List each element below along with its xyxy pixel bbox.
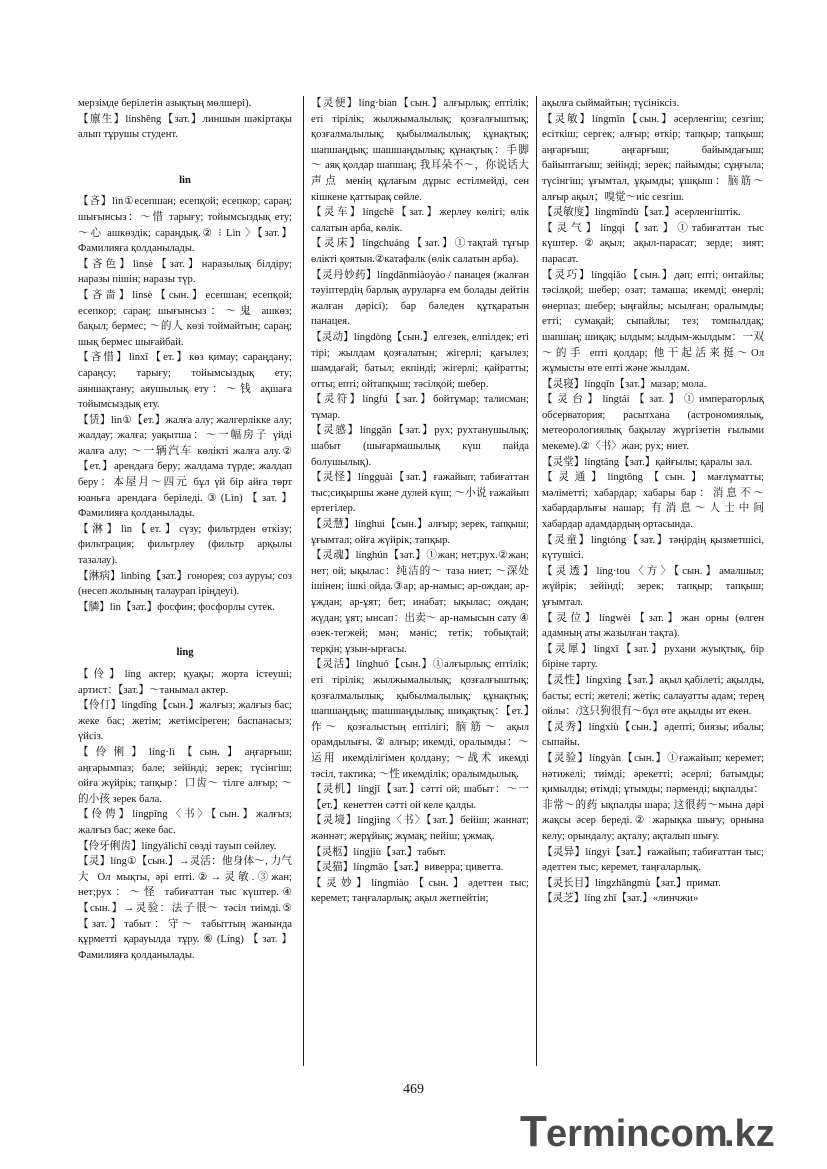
dictionary-entry: 【灵妙】língmiào【сын.】әдеттен тыс; керемет; таңғаларлық; ақыл жетпейтін; bbox=[311, 877, 529, 905]
dictionary-entry: 【灵童】língtóng【зат.】тәңірдің қызметшісі, күтушісі. bbox=[542, 534, 764, 562]
dictionary-entry: 【灵符】língfú【зат.】бойтұмар; талисман; тұмар. bbox=[311, 394, 529, 421]
logo-letter-t: T bbox=[520, 1107, 547, 1156]
column-divider bbox=[536, 96, 537, 1066]
dictionary-entry: 【灵犀】língxī【зат.】рухани жуықтық, бір біріне тарту. bbox=[542, 643, 764, 671]
dictionary-entry: мерзімде берілетін азықтың мөлшері). bbox=[78, 98, 252, 109]
dictionary-entry: 【灵性】língxìng【зат.】ақыл қабілеті; ақылды, басты; есті; жетелі; жетік; салауатты адам; терең ойлы：/这只狗很有～бұл өте ақылды ит екен. bbox=[542, 674, 764, 718]
column-middle bbox=[311, 96, 529, 907]
dictionary-entry: 【灵机】língjī【зат.】сәтті ой; шабыт：～一【ет.】кенеттен сәтті ой келе қалды. bbox=[311, 784, 529, 811]
dictionary-entry: 【灵动】língdòng【сын.】елгезек, елпілдек; еті тірі; жылдам қозғалатын; жігерлі; қағылез; шамдағай; батыл; екпінді; жігерлі; қайратты; отты; епті; ойтапқыш; тәсілқой; шебер. bbox=[311, 331, 529, 390]
dictionary-entry: 【灵长目】língzhǎngmù【зат.】примат. bbox=[542, 877, 721, 889]
dictionary-entry: 【伶仃】língdīng【сын.】жалғыз; жалғыз бас; жеке бас; жетім; жетімсіреген; баспанасыз; үйсіз. bbox=[78, 700, 292, 743]
dictionary-entry: 【灵柩】língjiù【зат.】табыт. bbox=[311, 846, 446, 858]
logo-text-ermincom: ermincom bbox=[546, 1113, 728, 1155]
dictionary-entry: 【灵寝】língqǐn【зат.】мазар; мола. bbox=[542, 378, 707, 390]
dictionary-entry: 【吝啬】lìnsè【сын.】есепшан; есепқой; есепкор; сараң; шығынсыз：～鬼 ашкөз; бақыл; бермес; ～的人 көзі тоймайтын; сараң; шық бермес шығайбай. bbox=[78, 289, 292, 348]
dictionary-entry: 【灵怪】língguài【зат.】ғажайып; табиғаттан тыс;сиқыршы және дулей күш; ～小说 ғажайып ертегілер. bbox=[311, 472, 529, 515]
dictionary-entry: 【灵芝】líng zhī【зат.】«линчжи» bbox=[542, 893, 699, 905]
dictionary-entry: 【灵慧】línghuì【сын.】алғыр; зерек, тапқыш; ұғымтал; ойға жүйрік; тапқыр. bbox=[311, 519, 529, 546]
dictionary-entry: 【灵床】língchuáng【зат.】①тақтай тұғыр өлікті қоятын.②катафалк (өлік салатын арба). bbox=[311, 238, 529, 265]
dictionary-entry: 【廪生】línshēng【зат.】линшын шәкіртақы алып тұрушы студент. bbox=[78, 113, 292, 141]
dictionary-entry: 【灵魂】línghún【зат.】①жан; нет;рух.②жан; нет; ой; ықылас：纯洁的～ таза ниет; ～深处 ішінен; ішкі ойда.③ар; ар-намыс; ар-ождан; ар-ұждан; ар-ұят; бет; инабат; ықылас; ождан; жүдан; ұят; ынсап：出卖～ ар-намысын сату ④ өзек-тегжей; мән; мәніс; тетік; тобықтай; терқін; ұзын-ырғасы. bbox=[311, 550, 529, 655]
dictionary-entry: 【淋病】lìnbìng【зат.】гонорея; соз ауруы; соз (несеп жолының талаурап іріңдеуі). bbox=[78, 570, 292, 598]
logo-text-kz: .kz bbox=[724, 1113, 775, 1155]
dictionary-entry: 【灵敏度】língmǐndù【зат.】әсерленгіштік. bbox=[542, 207, 741, 219]
dictionary-entry: 【灵台】língtái【зат.】①императорлық обсерватория; расытхана (астрономиялық, метеорологиялық бақылау жүргізетін ғылыми мекеме).②〈书〉жан; рух; ниет. bbox=[542, 394, 764, 453]
dictionary-entry: 【灵巧】língqiǎo【сын.】дәп; епті; онтайлы; тәсілқой; шебер; озат; тамаша; икемді; өнерлі; өнерпаз; шебер; ыңғайлы; ысылған; оралымды; етті; сумақай; сыпайлы; тез; томпылдақ; шапшаң; шиқақ; ылдым; ылдым-жылдым：一双～的手 епті қолдар; 他干起活来挺～Ол жұмысты өте епті және жылдам. bbox=[542, 269, 764, 375]
dictionary-entry: 【伶俐】líng·lì【сын.】аңғарғыш; аңғарымпаз; бале; зейінді; зерек; түсінгіш; ойға жүйрік; тапқыр：口齿～ тілге алғыр; ～的小孩 зерек бала. bbox=[78, 746, 292, 805]
section-heading: lin bbox=[179, 174, 191, 186]
dictionary-entry: 【灵便】líng·bian【сын.】алғырлық; ептілік; еті тірілік; жылжымалылық; қозғалғыштық; қозғалмалылық; қыбылмалылық; құнақтық; шапшаңдық; шашшаңдылық; құнақтық：手脚～ аяқ қолдар шапшаң; 我耳朵不～，你说话大声点 менің құлағым дұрыс естілмейді, сен кішкене қаттырақ сөйле. bbox=[311, 98, 529, 203]
column-right bbox=[542, 96, 764, 907]
dictionary-entry: 【灵丹妙药】língdānmiàoyào / панацея (жалған тәуіптердің барлық ауруларға ем болады дейтін жалған дәрісі); бар бәледен құтқаратын панацея. bbox=[311, 269, 529, 328]
dictionary-entry: 【灵位】língwèi【зат.】жан орны (өлген адамның аты жазылған тақта). bbox=[542, 612, 764, 640]
dictionary-entry: 【灵验】língyàn【сын.】①ғажайып; керемет; нәтижелі; тиімді; әрекетті; әсерлі; батымды; қимылды; өтімді; ұтымды; пәрменді; ықпалды：非常～的药 ықпалды шара; 这很药～мына дәрі жақсы әсер береді.② жарықка шығу; орнына келу; орындалу; ақталу; ақталып шығу. bbox=[542, 752, 764, 842]
section-heading: ling bbox=[176, 647, 194, 659]
dictionary-entry: 【灵透】líng·tou〈方〉【сын.】амалшыл; жүйрік; зейінді; зерек; тапқыр; тапқыш; ұғымтал. bbox=[542, 565, 764, 608]
dictionary-entry: 【伶俜】língpīng〈书〉【сын.】жалғыз; жалғыз бас; жеке бас. bbox=[78, 809, 292, 836]
termincom-logo-graphic bbox=[520, 1100, 820, 1160]
dictionary-entry: 【灵堂】língtáng【зат.】қайғылы; қаралы зал. bbox=[542, 456, 753, 468]
dictionary-entry: 【灵秀】língxiù【сын.】әдепті; биязы; ибалы; сыпайы. bbox=[542, 721, 764, 749]
dictionary-entry: 【吝惜】lìnxī【ет.】көз қимау; сараңдану; сараңсу; тарығу; тойымсыздық ету; аяншақтану; аяушылық ету：～钱 ақшаға тойымсыздық ету. bbox=[78, 352, 292, 411]
column-left bbox=[78, 96, 292, 963]
dictionary-entry: 【赁】lìn①【ет.】жалға алу; жалгерлікке алу; жалдау; жалға; уақытша：～一幅房子 үйді жалға алу; ～一辆汽车 көлікті жалға алу.②【ет.】арендаға беру; жалдама түрде; жалдап беру：本屋月～四元 бұл үй бір айға төрт юаньға арендаға беріледі.③(Lìn)【зат.】Фамилияға қолданылады. bbox=[78, 414, 292, 520]
dictionary-entry: 【伶】líng актер; қуақы; жорта істеуші; артист：【зат.】～танымал актер. bbox=[78, 669, 292, 696]
dictionary-entry: 【灵感】línggǎn【зат.】рух; рухтанушылық; шабыт (шығармашылық күш пайда болушылық). bbox=[311, 425, 529, 468]
dictionary-entry: 【灵气】língqì【зат.】①табиғаттан тыс күштер.②ақыл; ақыл-парасат; зерде; зият; парасат. bbox=[542, 222, 764, 265]
dictionary-entry: ақылға сыймайтын; түсініксіз. bbox=[542, 98, 679, 109]
dictionary-entry: 【灵通】língtōng【сын.】мағлұматты; мәліметті; хабардар; хабары бар：消息不～хабардарлығы нашар; 有消息～人士中间 хабардар адамдардың ортасында. bbox=[542, 472, 764, 531]
dictionary-entry: 【膦】lìn【зат.】фосфин; фосфорлы сутек. bbox=[78, 601, 275, 613]
dictionary-entry: 【淋】lìn【ет.】сүзу; фильтрден өткізу; фильтрация; фильтрлеу (фильтр арқылы тазалау). bbox=[78, 523, 292, 567]
dictionary-entry: 【灵活】línghuó【сын.】①алғырлық; ептілік; еті тірілік; жылжымалылық; қозғалғыштық; қозғалмалылық; қыбылмалылық; құнақтық; шапшаңдық; шашшаңдылық; шиқақтық：【ет.】作～ қозғалыстың ептілігі; 脑筋～ ақыл орамдылығы. ② алғыр; икемді, оралымды：～运用 икемділігімен қолдану; ～战术 икемді тәсіл, тактика; ～性 икемділік; оралымдылық. bbox=[311, 659, 529, 780]
dictionary-entry: 【伶牙俐齿】língyálìchǐ сөзді тауып сөйлеу. bbox=[78, 840, 277, 852]
dictionary-entry: 【灵猫】língmāo【зат.】виверра; циветта. bbox=[311, 862, 504, 874]
dictionary-entry: 【灵境】língjìng〈书〉【зат.】бейіш; жаннат; жәннәт; жерұйық; жұмақ; пейіш; ұжмақ. bbox=[311, 815, 529, 842]
dictionary-entry: 【灵敏】língmǐn【сын.】әсерленгіш; сезгіш; есіткіш; сергек; алғыр; өткір; тапқыр; тапқыш; аңғарғыш; аңғарғыш; байымдағыш; байыптағыш; зейінді; зерек; пайымды; сұңғыла; түсінгіш; ұғымтал, ұқымды; ұшқыш：脑筋～алғыр ақыл；嗅觉～иіс сезгіш. bbox=[542, 113, 764, 203]
dictionary-entry: 【灵】líng①【сын.】→灵活：他身体～, 力气大 Ол мықты, әрі епті.②→灵敏.③жан; нет;рух：～怪 табиғаттан тыс күштер.④【сын.】→灵验：法子很～ тәсіл тиімді.⑤【зат.】табыт：守～ табыттың жанында құрметті қарауылда тұру.⑥(Líng)【зат.】Фамилияға қолданылады. bbox=[78, 856, 292, 961]
dictionary-entry: 【吝色】lìnsè【зат.】наразылық білдіру; наразы пішін; наразы түр. bbox=[78, 258, 292, 286]
column-divider bbox=[303, 96, 304, 1066]
dictionary-entry: 【灵车】língchē【зат.】жерлеу көлігі; өлік салатын арба, көлік. bbox=[311, 207, 529, 234]
dictionary-entry: 【灵异】língyì【зат.】ғажайып; табиғаттан тыс; әдеттен тыс; керемет, таңғаларлық. bbox=[542, 846, 764, 874]
page-number: 469 bbox=[403, 1082, 424, 1097]
dictionary-entry: 【吝】lìn①есепшан; есепқой; есепкор; сараң; шығынсыз：～惜 тарығу; тойымсыздық ету; ～心 ашкөздік; сараңдық.② ⁝ Lìn 〉【зат.】Фамилияға қолданылады. bbox=[78, 196, 292, 255]
termincom-logo bbox=[520, 1100, 820, 1160]
